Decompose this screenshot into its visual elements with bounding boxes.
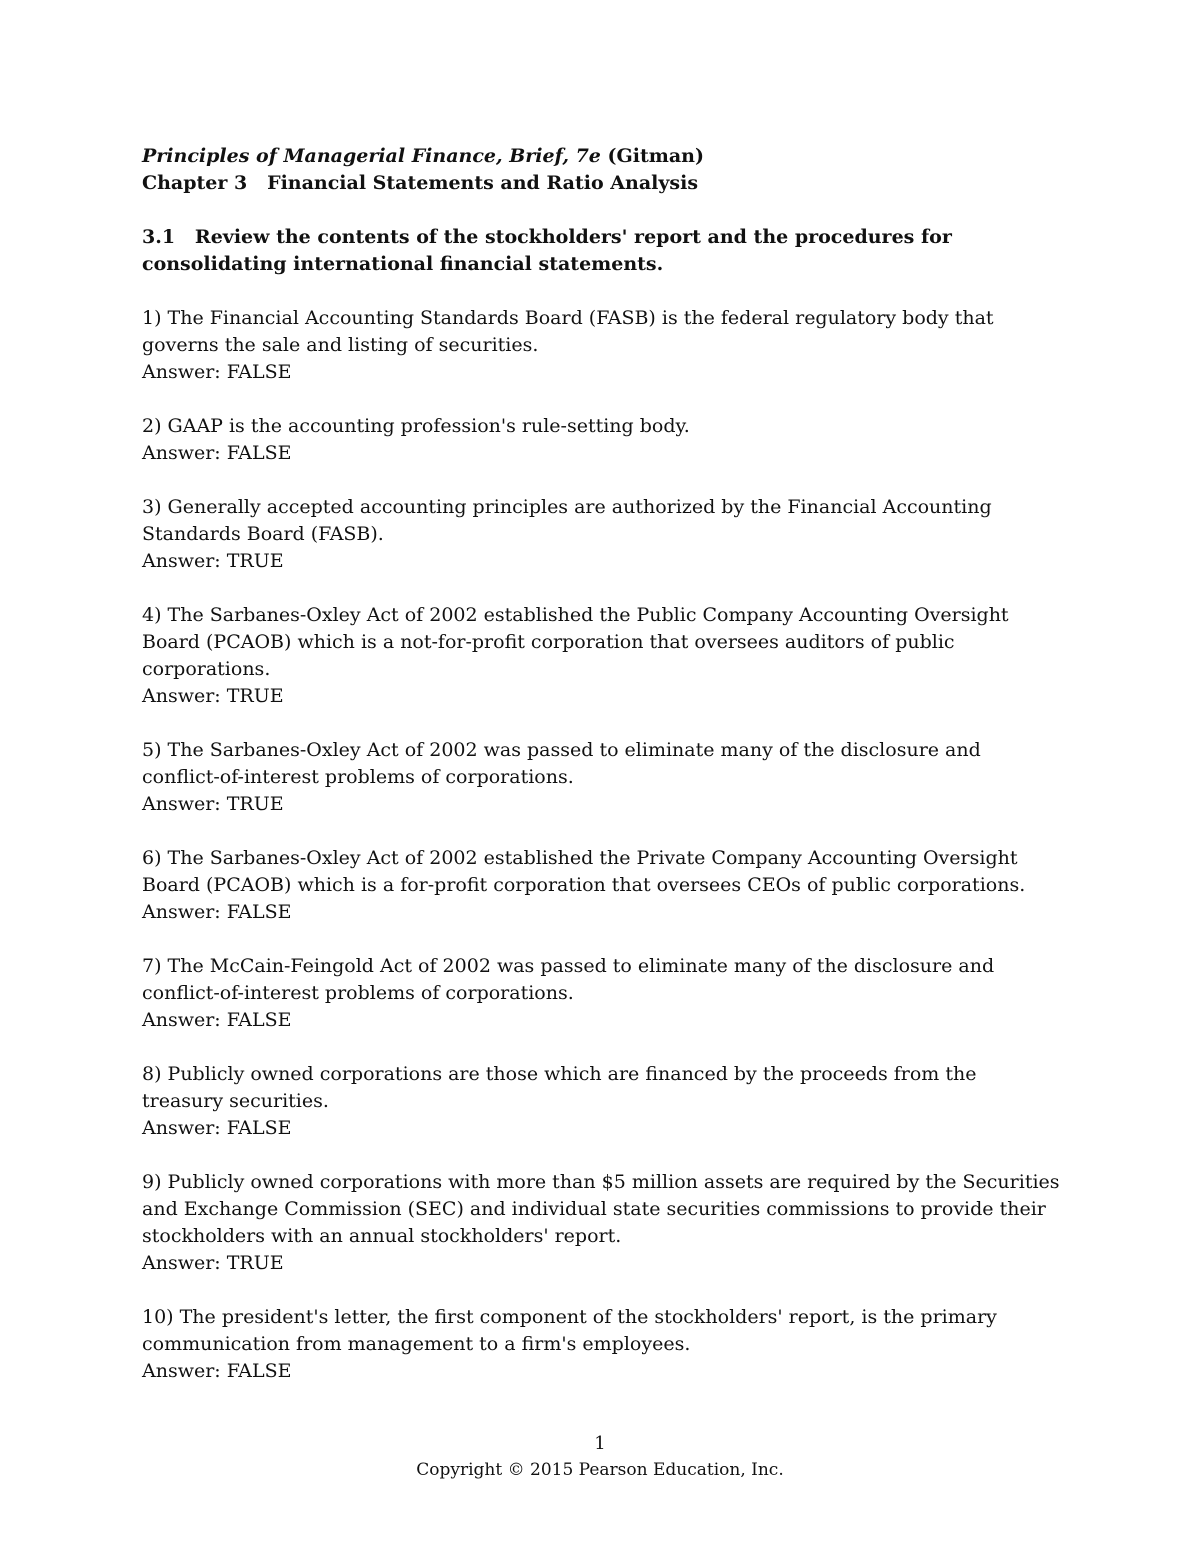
question-text: 9) Publicly owned corporations with more than $5 million assets are required by the Securities and Exchange Commission (SEC) and individual state securities commissions to provide their stockholders with an annual stockholders' report. <box>142 1171 1060 1247</box>
chapter-title: Chapter 3 Financial Statements and Ratio Analysis <box>142 172 699 194</box>
question-answer: Answer: TRUE <box>142 550 284 572</box>
copyright-notice: Copyright © 2015 Pearson Education, Inc. <box>416 1460 784 1480</box>
question-text: 5) The Sarbanes-Oxley Act of 2002 was passed to eliminate many of the disclosure and conflict-of-interest problems of corporations. <box>142 739 981 788</box>
question-answer: Answer: TRUE <box>142 1252 284 1274</box>
question-item <box>142 1061 1062 1142</box>
section-heading: 3.1 Review the contents of the stockholders' report and the procedures for consolidating international financial statements. <box>142 226 959 275</box>
question-text: 4) The Sarbanes-Oxley Act of 2002 established the Public Company Accounting Oversight Board (PCAOB) which is a not-for-profit corporation that oversees auditors of public corporations. <box>142 604 1009 680</box>
question-text: 2) GAAP is the accounting profession's rule-setting body. <box>142 415 690 437</box>
page-number: 1 <box>594 1433 606 1454</box>
question-item <box>142 1169 1062 1277</box>
question-text: 6) The Sarbanes-Oxley Act of 2002 established the Private Company Accounting Oversight Board (PCAOB) which is a for-profit corporation that oversees CEOs of public corporations. <box>142 847 1026 896</box>
question-answer: Answer: FALSE <box>142 901 292 923</box>
question-item <box>142 737 1062 818</box>
question-item <box>142 953 1062 1034</box>
book-author: (Gitman) <box>607 145 704 167</box>
question-answer: Answer: TRUE <box>142 793 284 815</box>
question-text: 1) The Financial Accounting Standards Board (FASB) is the federal regulatory body that governs the sale and listing of securities. <box>142 307 994 356</box>
question-answer: Answer: FALSE <box>142 1360 292 1382</box>
question-answer: Answer: FALSE <box>142 1117 292 1139</box>
question-item <box>142 602 1062 710</box>
question-answer: Answer: FALSE <box>142 442 292 464</box>
question-answer: Answer: FALSE <box>142 361 292 383</box>
question-answer: Answer: FALSE <box>142 1009 292 1031</box>
book-title-line <box>142 143 1062 170</box>
question-text: 10) The president's letter, the first component of the stockholders' report, is the primary communication from management to a firm's employees. <box>142 1306 997 1355</box>
page-content <box>142 143 1062 1385</box>
question-text: 3) Generally accepted accounting principles are authorized by the Financial Accounting Standards Board (FASB). <box>142 496 992 545</box>
question-item <box>142 1304 1062 1385</box>
question-item <box>142 305 1062 386</box>
question-item <box>142 845 1062 926</box>
question-item <box>142 413 1062 467</box>
book-title: Principles of Managerial Finance, Brief, 7e <box>142 145 601 167</box>
question-text: 7) The McCain-Feingold Act of 2002 was passed to eliminate many of the disclosure and conflict-of-interest problems of corporations. <box>142 955 995 1004</box>
question-item <box>142 494 1062 575</box>
question-answer: Answer: TRUE <box>142 685 284 707</box>
question-text: 8) Publicly owned corporations are those which are financed by the proceeds from the treasury securities. <box>142 1063 977 1112</box>
